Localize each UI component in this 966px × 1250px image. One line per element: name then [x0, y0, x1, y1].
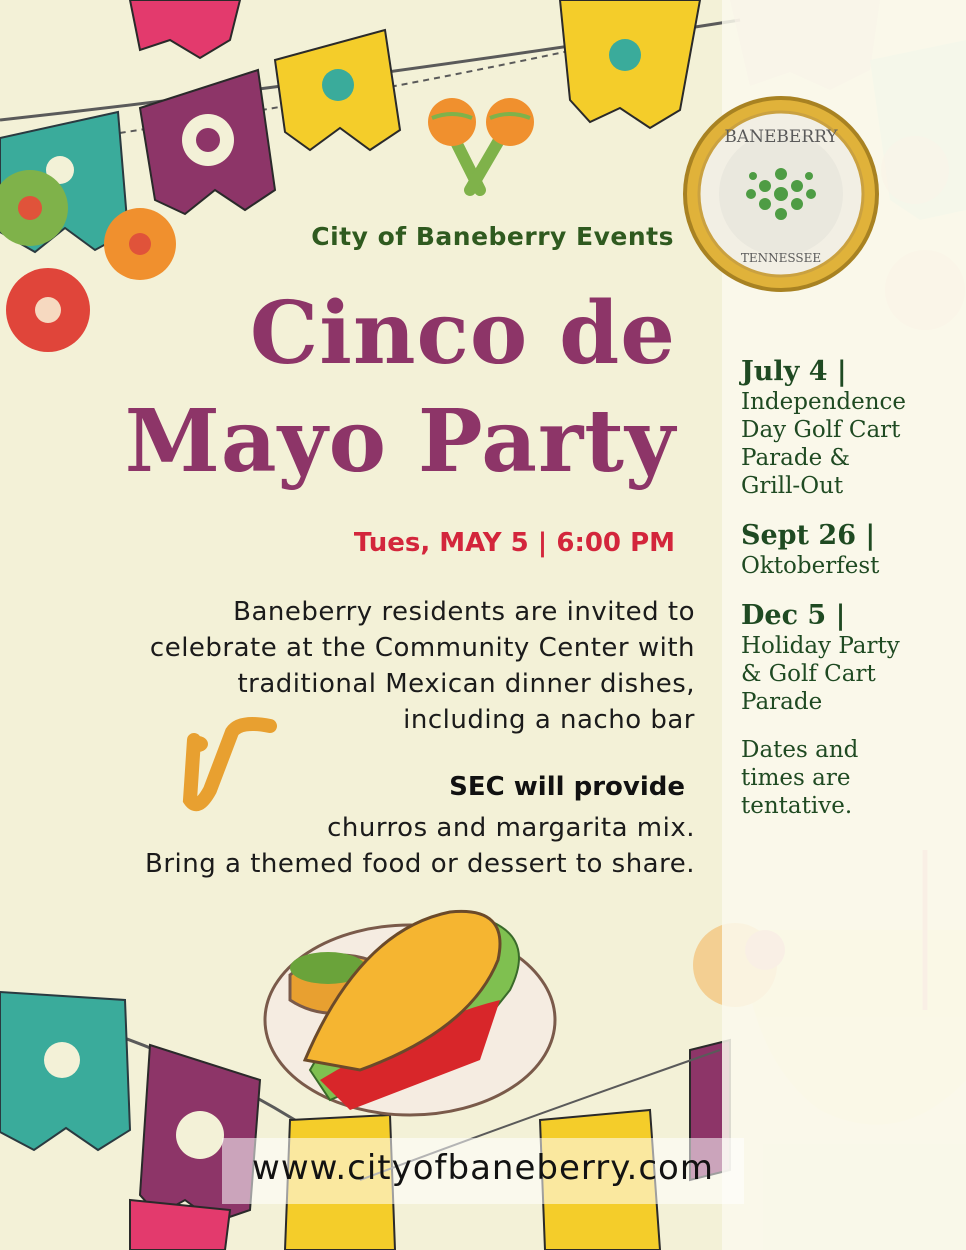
organizer-heading: City of Baneberry Events [311, 222, 674, 251]
upcoming-event [741, 520, 946, 580]
provider-details [40, 810, 695, 882]
upcoming-event-date: Dec 5 | [741, 600, 846, 631]
event-description [40, 594, 695, 738]
provider-line: Bring a themed food or dessert to share. [145, 849, 695, 879]
upcoming-event-name-line: Oktoberfest [741, 553, 880, 579]
papel-picado-banner-teal-bottom [0, 992, 130, 1150]
description-line: including a nacho bar [403, 705, 695, 735]
papel-picado-banner-pink-bottom [130, 1200, 230, 1250]
papel-picado-banner-pink-top [130, 0, 240, 58]
event-title-line-2: Mayo Party [124, 391, 676, 492]
seal-state: TENNESSEE [740, 251, 822, 265]
upcoming-event-name-line: Parade & [741, 445, 850, 471]
tentative-note-line: tentative. [741, 793, 853, 819]
tentative-note-line: times are [741, 765, 851, 791]
city-seal-logo [681, 94, 881, 294]
upcoming-event-date: Sept 26 | [741, 520, 876, 551]
upcoming-event [741, 356, 946, 500]
description-line: Baneberry residents are invited to [233, 597, 695, 627]
upcoming-event-name-line: Independence [741, 389, 907, 415]
papel-picado-banner-yellow-top-right [560, 0, 700, 128]
upcoming-event-name-line: Day Golf Cart [741, 417, 901, 443]
upcoming-event-name-line: Parade [741, 689, 823, 715]
description-line: traditional Mexican dinner dishes, [237, 669, 695, 699]
tentative-note-line: Dates and [741, 737, 859, 763]
upcoming-event-name-line: Holiday Party [741, 633, 900, 659]
event-datetime: Tues, MAY 5 | 6:00 PM [353, 528, 675, 558]
website-link[interactable]: www.cityofbaneberry.com [252, 1148, 714, 1188]
upcoming-event-name-line: & Golf Cart [741, 661, 876, 687]
papel-picado-banner-yellow-top [275, 30, 400, 150]
provider-heading: SEC will provide [449, 772, 685, 802]
upcoming-events-list [741, 356, 946, 820]
tentative-note [741, 736, 946, 820]
upcoming-event [741, 600, 946, 716]
description-line: celebrate at the Community Center with [149, 633, 695, 663]
upcoming-event-name-line: Grill-Out [741, 473, 844, 499]
event-title-line-1: Cinco de [249, 283, 676, 384]
event-title [60, 280, 676, 496]
provider-line: churros and margarita mix. [327, 813, 695, 843]
seal-name: BANEBERRY [724, 127, 838, 147]
taco-icon [265, 911, 555, 1115]
upcoming-event-date: July 4 | [741, 356, 847, 387]
maracas-icon [428, 98, 534, 190]
papel-picado-banner-purple-top [140, 70, 275, 214]
